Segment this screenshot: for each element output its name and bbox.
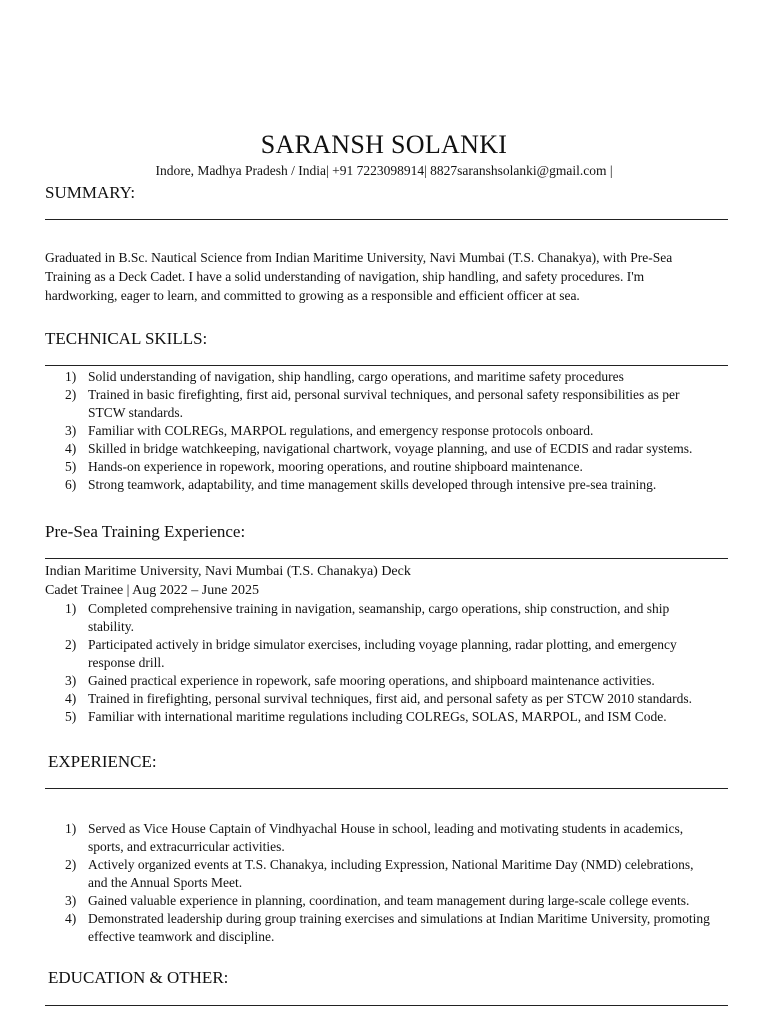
list-item-text: Familiar with international maritime regulations including COLREGs, SOLAS, MARPOL, and ISM Code. — [88, 709, 667, 724]
list-item — [65, 368, 713, 386]
list-item-text: Trained in basic firefighting, first aid, personal survival techniques, and personal safety responsibilities as per STCW standards. — [88, 387, 680, 420]
list-item-text: Trained in firefighting, personal survival techniques, first aid, and personal safety as per STCW 2010 standards. — [88, 691, 692, 706]
list-item — [65, 856, 713, 892]
list-item — [65, 422, 713, 440]
experience-heading: EXPERIENCE: — [48, 752, 157, 771]
summary-heading: SUMMARY: — [45, 183, 136, 202]
pre-sea-role: Cadet Trainee | Aug 2022 – June 2025 — [45, 583, 259, 598]
list-item-text: Completed comprehensive training in navigation, seamanship, cargo operations, ship construction, and ship stability. — [88, 601, 670, 634]
education-heading: EDUCATION & OTHER: — [48, 968, 229, 987]
contact-line: Indore, Madhya Pradesh / India| +91 7223098914| 8827saranshsolanki@gmail.com | — [155, 163, 613, 178]
list-item-number: 1) — [65, 369, 77, 384]
candidate-name: SARANSH SOLANKI — [260, 130, 508, 159]
list-item — [65, 690, 713, 708]
experience-divider — [45, 788, 728, 789]
pre-sea-heading: Pre-Sea Training Experience: — [45, 522, 246, 541]
list-item-text: Demonstrated leadership during group training exercises and simulations at Indian Maritime University, promoting effective teamwork and discipline. — [88, 911, 710, 944]
technical-skills-list — [65, 368, 713, 494]
list-item-number: 4) — [65, 911, 77, 926]
list-item-text: Served as Vice House Captain of Vindhyachal House in school, leading and motivating students in academics, sports, and extracurricular activities. — [88, 821, 684, 854]
list-item-text: Gained practical experience in ropework, safe mooring operations, and shipboard maintenance activities. — [88, 673, 655, 688]
list-item-number: 1) — [65, 821, 77, 836]
list-item — [65, 910, 713, 946]
list-item-number: 4) — [65, 441, 77, 456]
pre-sea-institution: Indian Maritime University, Navi Mumbai (T.S. Chanakya) Deck — [45, 564, 411, 579]
list-item — [65, 820, 713, 856]
list-item — [65, 600, 713, 636]
list-item-text: Strong teamwork, adaptability, and time management skills developed through intensive pre-sea training. — [88, 477, 657, 492]
list-item-number: 5) — [65, 709, 77, 724]
summary-divider — [45, 219, 728, 220]
list-item-number: 3) — [65, 893, 77, 908]
experience-list — [65, 820, 713, 946]
education-divider — [45, 1005, 728, 1006]
summary-text: Graduated in B.Sc. Nautical Science from Indian Maritime University, Navi Mumbai (T.S. Chanakya), with Pre-Sea Training as a Deck Cadet. I have a solid understanding of navigation, ship handling, and safety procedures. I'm hardworking, eager to learn, and committed to growing as a responsible and efficient officer at sea. — [45, 250, 673, 303]
pre-sea-divider — [45, 558, 728, 559]
list-item-number: 2) — [65, 637, 77, 652]
list-item-text: Gained valuable experience in planning, coordination, and team management during large-scale college events. — [88, 893, 690, 908]
list-item-text: Skilled in bridge watchkeeping, navigational chartwork, voyage planning, and use of ECDIS and radar systems. — [88, 441, 693, 456]
list-item — [65, 476, 713, 494]
list-item-text: Familiar with COLREGs, MARPOL regulations, and emergency response protocols onboard. — [88, 423, 594, 438]
list-item-number: 4) — [65, 691, 77, 706]
list-item-text: Actively organized events at T.S. Chanakya, including Expression, National Maritime Day (NMD) celebrations, and the Annual Sports Meet. — [88, 857, 694, 890]
list-item — [65, 386, 713, 422]
technical-skills-divider — [45, 365, 728, 366]
pre-sea-list — [65, 600, 713, 726]
list-item — [65, 636, 713, 672]
list-item-text: Participated actively in bridge simulator exercises, including voyage planning, radar plotting, and emergency response drill. — [88, 637, 677, 670]
list-item — [65, 458, 713, 476]
list-item-number: 6) — [65, 477, 77, 492]
list-item-number: 5) — [65, 459, 77, 474]
list-item-number: 2) — [65, 387, 77, 402]
list-item-number: 1) — [65, 601, 77, 616]
list-item-text: Solid understanding of navigation, ship handling, cargo operations, and maritime safety procedures — [88, 369, 624, 384]
list-item-number: 3) — [65, 423, 77, 438]
list-item-number: 3) — [65, 673, 77, 688]
list-item — [65, 440, 713, 458]
list-item-number: 2) — [65, 857, 77, 872]
list-item-text: Hands-on experience in ropework, mooring operations, and routine shipboard maintenance. — [88, 459, 583, 474]
list-item — [65, 672, 713, 690]
technical-skills-heading: TECHNICAL SKILLS: — [45, 329, 208, 348]
list-item — [65, 892, 713, 910]
list-item — [65, 708, 713, 726]
